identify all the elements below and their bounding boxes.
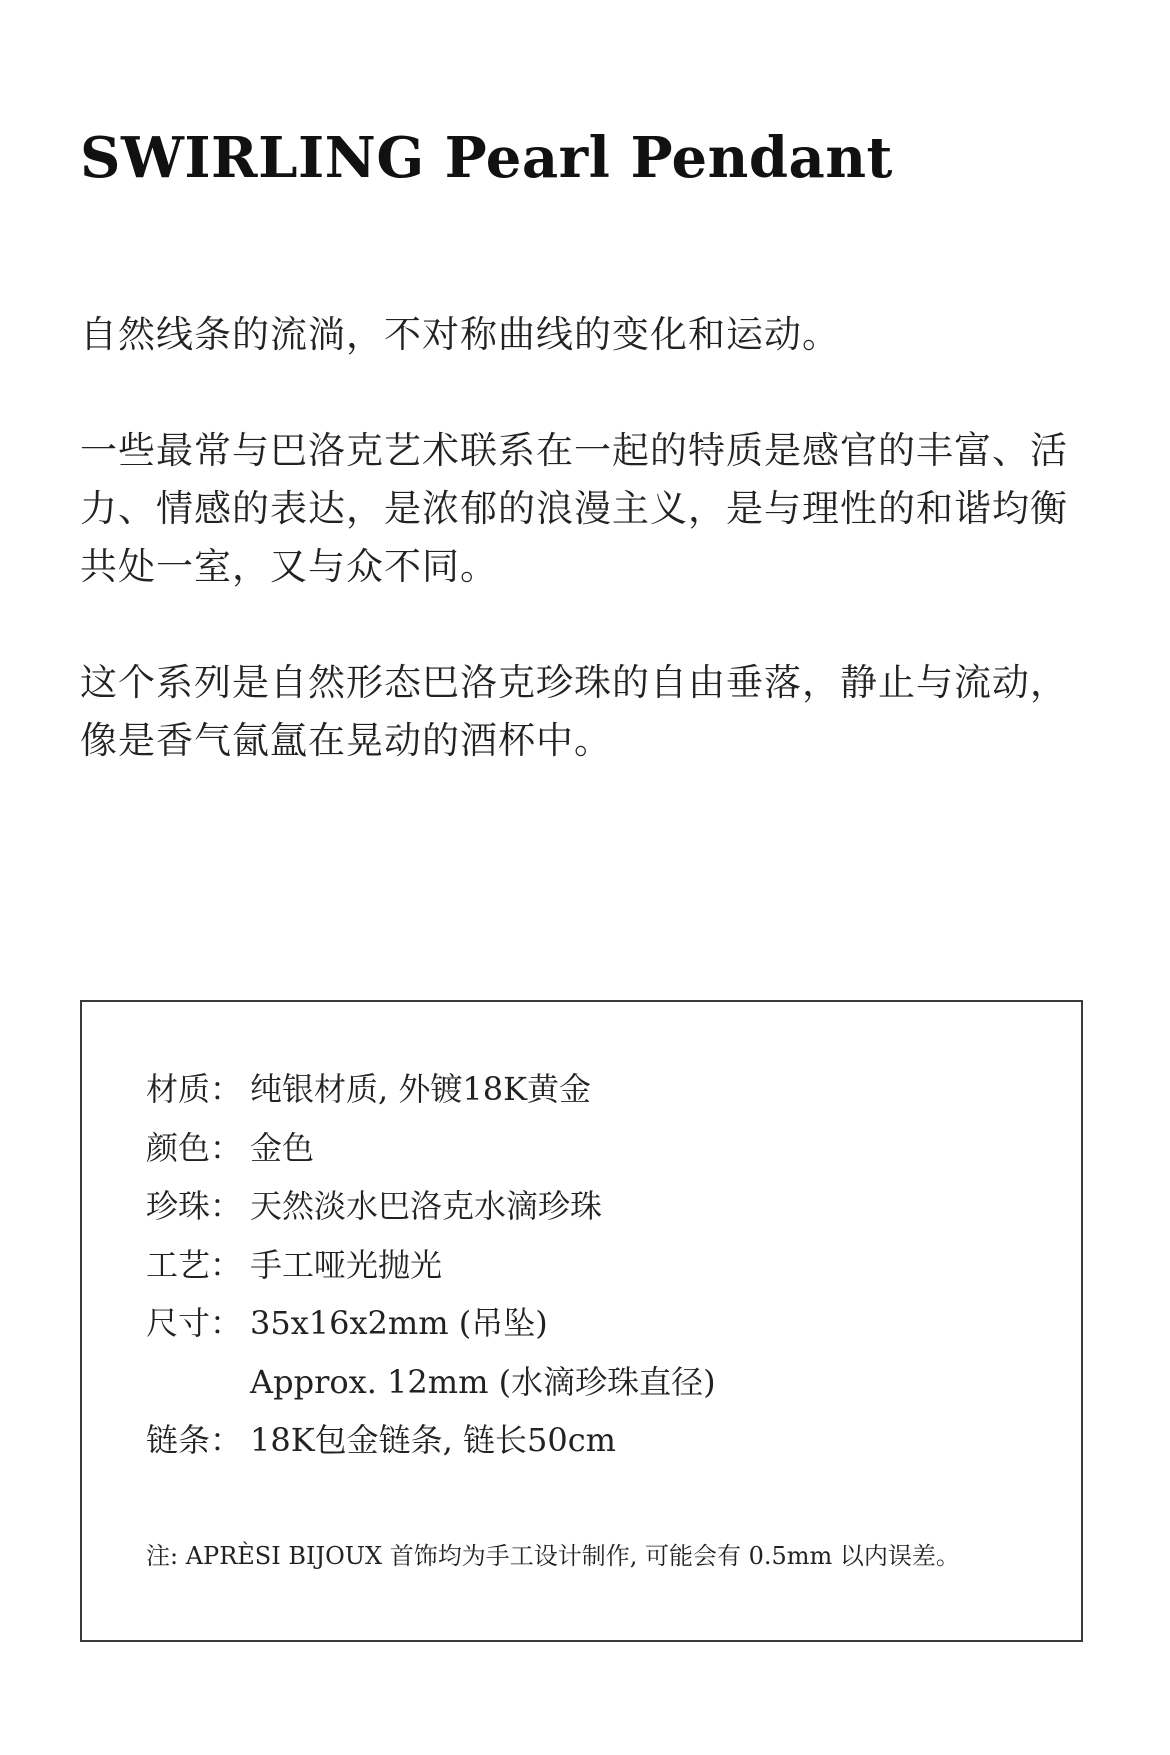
spec-value: 天然淡水巴洛克水滴珍珠 — [250, 1187, 603, 1225]
spec-label — [146, 1353, 250, 1412]
handmade-tolerance-note: 注: APRÈSI BIJOUX 首饰均为手工设计制作, 可能会有 0.5mm 以内误差。 — [146, 1542, 960, 1570]
spec-value: 18K包金链条, 链长50cm — [250, 1421, 616, 1459]
spec-row-color — [146, 1119, 1051, 1178]
spec-value: 金色 — [250, 1128, 315, 1167]
spec-value: 手工哑光抛光 — [250, 1245, 443, 1284]
spec-label: 材质： — [146, 1070, 243, 1108]
spec-label: 工艺： — [146, 1245, 243, 1284]
spec-label: 颜色： — [146, 1128, 243, 1167]
description-paragraph: 自然线条的流淌，不对称曲线的变化和运动。 — [80, 313, 840, 356]
specification-box — [80, 1000, 1083, 1642]
spec-row-craft — [146, 1236, 1051, 1295]
description-paragraph: 这个系列是自然形态巴洛克珍珠的自由垂落，静止与流动，像是香气氤氲在晃动的酒杯中。 — [80, 661, 1068, 762]
description-paragraph: 一些最常与巴洛克艺术联系在一起的特质是感官的丰富、活力、情感的表达，是浓郁的浪漫主义，是与理性的和谐均衡共处一室，又与众不同。 — [80, 429, 1068, 588]
spec-label: 尺寸： — [146, 1304, 243, 1342]
specification-list — [146, 1060, 1051, 1470]
spec-label: 珍珠： — [146, 1187, 243, 1225]
spec-row-pearl-diameter — [146, 1353, 1051, 1412]
spec-value: 35x16x2mm (吊坠) — [250, 1304, 548, 1342]
spec-row-size — [146, 1294, 1051, 1353]
spec-row-chain — [146, 1411, 1051, 1470]
spec-label: 链条： — [146, 1421, 243, 1459]
spec-row-material — [146, 1060, 1051, 1119]
spec-row-pearl — [146, 1177, 1051, 1236]
spec-value: Approx. 12mm (水滴珍珠直径) — [250, 1362, 716, 1401]
product-title: SWIRLING Pearl Pendant — [80, 125, 893, 191]
product-description — [80, 306, 1070, 828]
spec-value: 纯银材质, 外镀18K黄金 — [250, 1070, 591, 1108]
